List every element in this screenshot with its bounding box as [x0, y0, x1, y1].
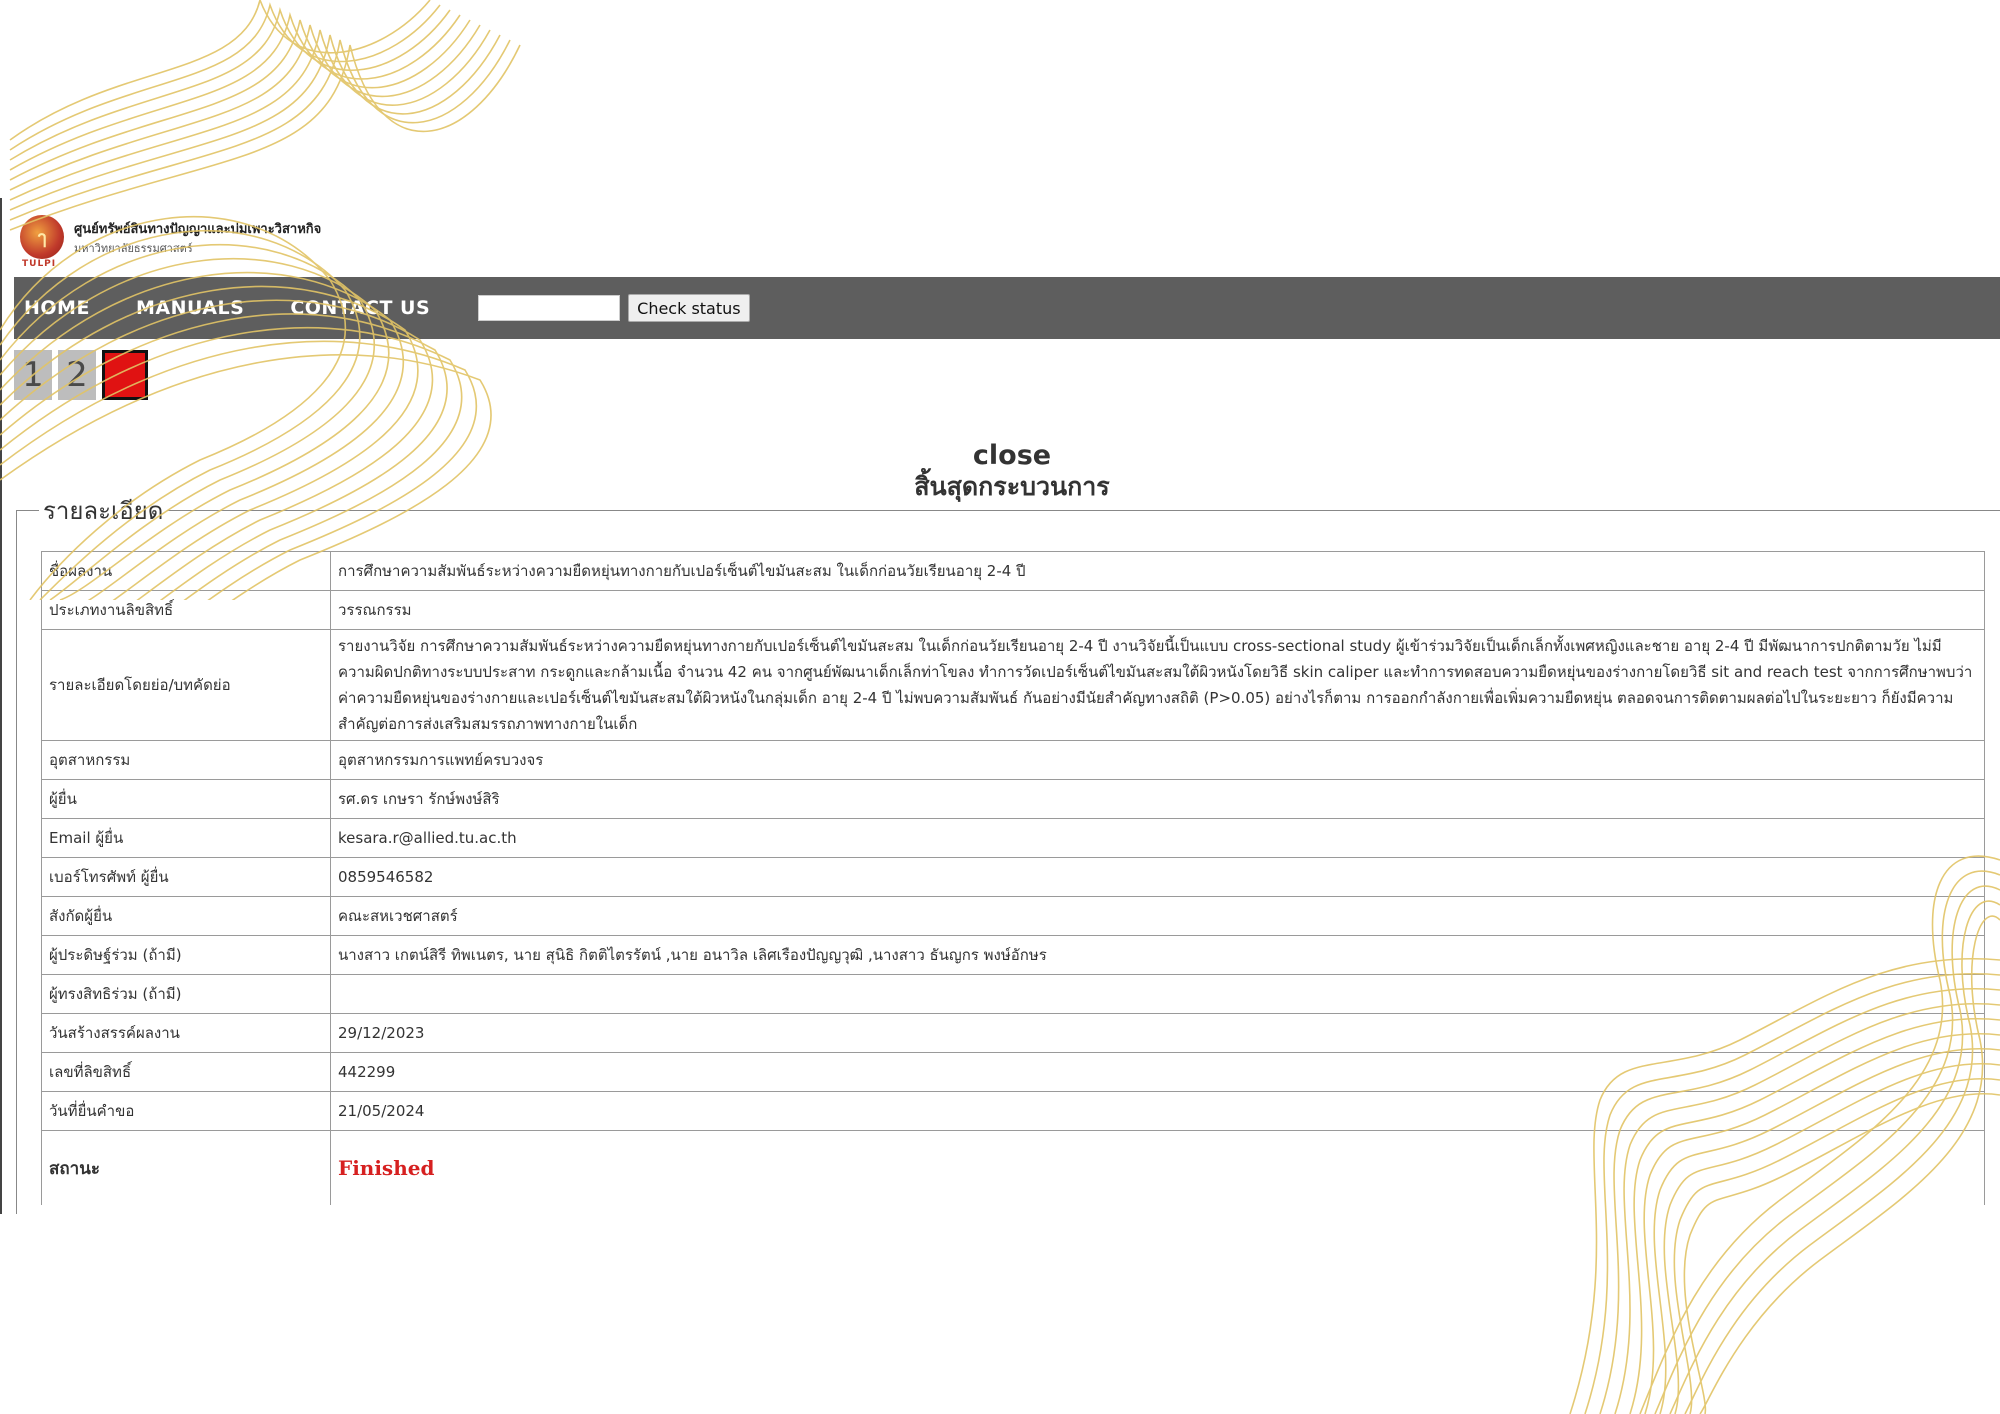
status-label: สถานะ — [42, 1131, 331, 1206]
row-label-title: ชื่อผลงาน — [42, 552, 331, 591]
row-value-copyright-type: วรรณกรรม — [331, 591, 1985, 630]
details-legend: รายละเอียด — [39, 497, 167, 525]
step-3-active: 3 — [102, 350, 148, 400]
table-row — [42, 741, 1985, 780]
details-fieldset — [16, 497, 2000, 1214]
row-value-applicant: รศ.ดร เกษรา รักษ์พงษ์สิริ — [331, 780, 1985, 819]
table-row — [42, 630, 1985, 741]
row-value-affiliation: คณะสหเวชศาสตร์ — [331, 897, 1985, 936]
row-value-co-inventors: นางสาว เกตน์สิรี ทิพเนตร, นาย สุนิธิ กิตติไตรรัตน์ ,นาย อนาวิล เลิศเรืองปัญญวุฒิ ,นางสาว ธันญกร พงษ์อักษร — [331, 936, 1985, 975]
table-row — [42, 897, 1985, 936]
table-row — [42, 780, 1985, 819]
row-label-phone: เบอร์โทรศัพท์ ผู้ยื่น — [42, 858, 331, 897]
row-value-copyright-number: 442299 — [331, 1053, 1985, 1092]
table-row — [42, 936, 1985, 975]
logo-abbreviation: TULPI — [22, 259, 57, 269]
table-row — [42, 1092, 1985, 1131]
row-label-copyright-type: ประเภทงานลิขสิทธิ์ — [42, 591, 331, 630]
status-heading-en: close — [972, 440, 1052, 471]
row-label-abstract: รายละเอียดโดยย่อ/บทคัดย่อ — [42, 630, 331, 741]
main-navbar — [14, 277, 2000, 339]
step-2: 2 — [58, 350, 96, 400]
table-row — [42, 819, 1985, 858]
row-value-abstract: รายงานวิจัย การศึกษาความสัมพันธ์ระหว่างความยืดหยุ่นทางกายกับเปอร์เซ็นต์ไขมันสะสม ในเด็กก่อนวัยเรียนอายุ 2-4 ปี งานวิจัยนี้เป็นแบบ cross-sectional study ผู้เข้าร่วมวิจัยเป็นเด็กเล็กทั้งเพศหญิงและชาย อายุ 2-4 ปี มีพัฒนาการปกติตามวัย ไม่มีความผิดปกติทางระบบประสาท กระดูกและกล้ามเนื้อ จำนวน 42 คน จากศูนย์พัฒนาเด็กเล็กท่าโขลง ทำการวัดเปอร์เซ็นต์ไขมันสะสมใต้ผิวหนังโดยวิธี skin caliper และทำการทดสอบความยืดหยุ่นของร่างกายโดยวิธี sit and reach test จากการศึกษาพบว่าค่าความยืดหยุ่นของร่างกายและเปอร์เซ็นต์ไขมันสะสมใต้ผิวหนังในกลุ่มเด็ก อายุ 2-4 ปี ไม่พบความสัมพันธ์ กันอย่างมีนัยสำคัญทางสถิติ (P>0.05) อย่างไรก็ตาม การออกกำลังกายเพื่อเพิ่มความยืดหยุ่น ตลอดจนการติดตามผลต่อไปในระยะยาว ก็ยังมีความสำคัญต่อการส่งเสริมสมรรถภาพทางกายในเด็ก — [331, 630, 1985, 741]
row-label-co-owners: ผู้ทรงสิทธิร่วม (ถ้ามี) — [42, 975, 331, 1014]
table-row — [42, 1014, 1985, 1053]
status-badge: Finished — [331, 1131, 1985, 1206]
nav-home[interactable]: HOME — [24, 297, 90, 319]
step-1: 1 — [14, 350, 52, 400]
row-label-industry: อุตสาหกรรม — [42, 741, 331, 780]
row-label-applicant: ผู้ยื่น — [42, 780, 331, 819]
table-row — [42, 552, 1985, 591]
row-label-copyright-number: เลขที่ลิขสิทธิ์ — [42, 1053, 331, 1092]
row-label-filing-date: วันที่ยื่นคำขอ — [42, 1092, 331, 1131]
row-value-industry: อุตสาหกรรมการแพทย์ครบวงจร — [331, 741, 1985, 780]
row-value-phone: 0859546582 — [331, 858, 1985, 897]
tulpi-emblem-icon: ๅ TULPI — [20, 215, 64, 259]
row-value-creation-date: 29/12/2023 — [331, 1014, 1985, 1053]
table-row — [42, 975, 1985, 1014]
row-value-co-owners — [331, 975, 1985, 1014]
status-heading — [0, 440, 2000, 502]
nav-contact-us[interactable]: CONTACT US — [290, 297, 431, 319]
check-status-button[interactable]: Check status — [628, 294, 749, 322]
status-heading-th: สิ้นสุดกระบวนการ — [914, 472, 1110, 501]
table-row — [42, 591, 1985, 630]
logo-subtitle: มหาวิทยาลัยธรรมศาสตร์ — [74, 241, 193, 255]
table-row — [42, 1053, 1985, 1092]
row-label-creation-date: วันสร้างสรรค์ผลงาน — [42, 1014, 331, 1053]
table-row — [42, 858, 1985, 897]
row-value-email: kesara.r@allied.tu.ac.th — [331, 819, 1985, 858]
details-table — [41, 551, 1985, 1205]
logo-title: ศูนย์ทรัพย์สินทางปัญญาและบ่มเพาะวิสาหกิจ — [74, 221, 322, 237]
check-status-input[interactable] — [478, 295, 620, 321]
row-label-email: Email ผู้ยื่น — [42, 819, 331, 858]
nav-manuals[interactable]: MANUALS — [135, 297, 245, 319]
row-value-filing-date: 21/05/2024 — [331, 1092, 1985, 1131]
site-logo[interactable] — [20, 208, 380, 269]
row-value-title: การศึกษาความสัมพันธ์ระหว่างความยืดหยุ่นทางกายกับเปอร์เซ็นต์ไขมันสะสม ในเด็กก่อนวัยเรียนอายุ 2-4 ปี — [331, 552, 1985, 591]
logo-text — [74, 218, 321, 257]
table-row-status — [42, 1131, 1985, 1206]
row-label-affiliation: สังกัดผู้ยื่น — [42, 897, 331, 936]
row-label-co-inventors: ผู้ประดิษฐ์ร่วม (ถ้ามี) — [42, 936, 331, 975]
process-steps — [14, 350, 148, 400]
